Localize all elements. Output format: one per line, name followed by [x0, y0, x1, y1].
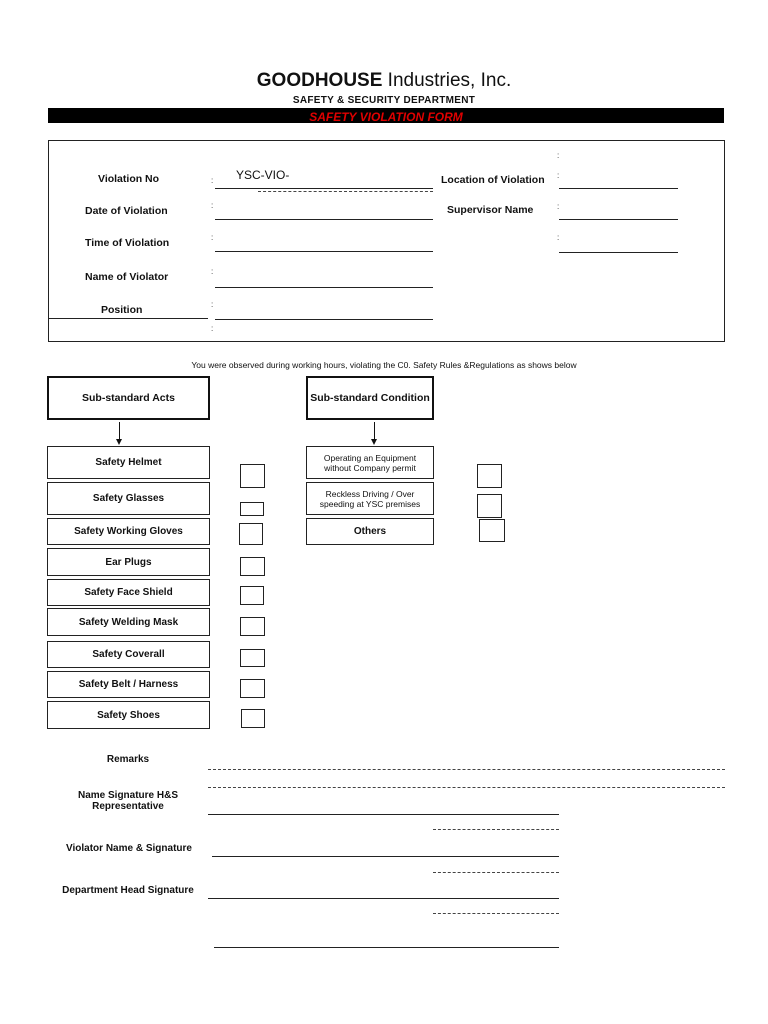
name-of-violator-field[interactable]: [215, 287, 433, 288]
colon-mark: :: [211, 176, 214, 185]
hs-representative-line1: Name Signature H&S: [77, 790, 179, 801]
act-checkbox[interactable]: [240, 502, 264, 516]
sub-standard-condition-header: Sub-standard Condition: [306, 376, 434, 420]
violator-date-field[interactable]: [433, 872, 559, 873]
arrow-line: [374, 422, 375, 440]
condition-checkbox[interactable]: [477, 464, 502, 488]
colon-mark: :: [211, 300, 214, 309]
condition-checkbox[interactable]: [479, 519, 505, 542]
condition-item-driving: [306, 482, 434, 515]
info-row-divider: [48, 318, 208, 319]
condition-item-others: Others: [306, 518, 434, 545]
act-checkbox[interactable]: [240, 586, 264, 605]
arrow-line: [119, 422, 120, 440]
violation-no-field[interactable]: [215, 188, 433, 189]
condition-item-line: Operating an Equipment: [323, 452, 417, 463]
hs-representative-label: [48, 790, 208, 812]
colon-mark: :: [557, 202, 560, 211]
sub-standard-acts-header: Sub-standard Acts: [47, 376, 210, 420]
colon-mark: :: [557, 171, 560, 180]
violation-no-value[interactable]: YSC-VIO-: [236, 168, 290, 182]
remarks-field-2[interactable]: [208, 787, 725, 788]
position-label: Position: [101, 304, 143, 316]
colon-mark: :: [211, 233, 214, 242]
act-checkbox[interactable]: [240, 557, 265, 576]
act-checkbox[interactable]: [239, 523, 263, 545]
violation-no-label: Violation No: [98, 173, 160, 185]
company-name-rest: Industries, Inc.: [382, 70, 512, 91]
company-name: [0, 70, 768, 92]
supervisor-field[interactable]: [559, 219, 678, 220]
condition-checkbox[interactable]: [477, 494, 502, 518]
time-label: Time of Violation: [85, 237, 170, 249]
arrow-down-icon: [371, 439, 377, 445]
violator-signature-field[interactable]: [212, 856, 559, 857]
violation-no-dash: [258, 191, 433, 192]
supervisor-label: Supervisor Name: [447, 204, 534, 216]
time-field[interactable]: [215, 251, 433, 252]
company-name-strong: GOODHOUSE: [256, 70, 383, 91]
extra-signature-field[interactable]: [214, 947, 559, 948]
name-of-violator-label: Name of Violator: [85, 271, 169, 283]
form-title: SAFETY VIOLATION FORM: [309, 110, 463, 124]
colon-mark: :: [211, 201, 214, 210]
hs-date-field[interactable]: [433, 829, 559, 830]
date-label: Date of Violation: [85, 205, 168, 217]
act-item: Safety Helmet: [47, 446, 210, 479]
department-head-date-field[interactable]: [433, 913, 559, 914]
colon-mark: :: [557, 151, 560, 160]
colon-mark: :: [557, 233, 560, 242]
department-head-label: Department Head Signature: [62, 885, 194, 896]
remarks-label: Remarks: [106, 754, 150, 765]
observed-statement: You were observed during working hours, violating the C0. Safety Rules &Regulations as shows below: [191, 360, 577, 370]
department-name: SAFETY & SECURITY DEPARTMENT: [292, 95, 476, 106]
extra-field[interactable]: [559, 252, 678, 253]
act-item: Safety Working Gloves: [47, 518, 210, 545]
act-checkbox[interactable]: [241, 709, 265, 728]
date-field[interactable]: [215, 219, 433, 220]
location-field[interactable]: [559, 188, 678, 189]
act-checkbox[interactable]: [240, 464, 265, 488]
violator-signature-label: Violator Name & Signature: [66, 843, 192, 854]
act-item: Safety Shoes: [47, 701, 210, 729]
act-checkbox[interactable]: [240, 679, 265, 698]
department-head-signature-field[interactable]: [208, 898, 559, 899]
form-title-bar: [48, 108, 724, 123]
condition-item-line: speeding at YSC premises: [319, 498, 421, 509]
hs-signature-field[interactable]: [208, 814, 559, 815]
act-item: Safety Coverall: [47, 641, 210, 668]
act-item: Safety Glasses: [47, 482, 210, 515]
position-field[interactable]: [215, 319, 433, 320]
condition-item-line: without Company permit: [324, 462, 416, 473]
colon-mark: :: [211, 267, 214, 276]
condition-item-line: Reckless Driving / Over: [325, 488, 415, 499]
act-item: Safety Face Shield: [47, 579, 210, 606]
act-checkbox[interactable]: [240, 649, 265, 667]
act-checkbox[interactable]: [240, 617, 265, 636]
remarks-field[interactable]: [208, 769, 725, 770]
arrow-down-icon: [116, 439, 122, 445]
act-item: Safety Belt / Harness: [47, 671, 210, 698]
hs-representative-line2: Representative: [92, 801, 164, 812]
location-label: Location of Violation: [441, 174, 545, 186]
colon-mark: :: [211, 324, 214, 333]
condition-item-equipment: [306, 446, 434, 479]
act-item: Safety Welding Mask: [47, 608, 210, 636]
act-item: Ear Plugs: [47, 548, 210, 576]
